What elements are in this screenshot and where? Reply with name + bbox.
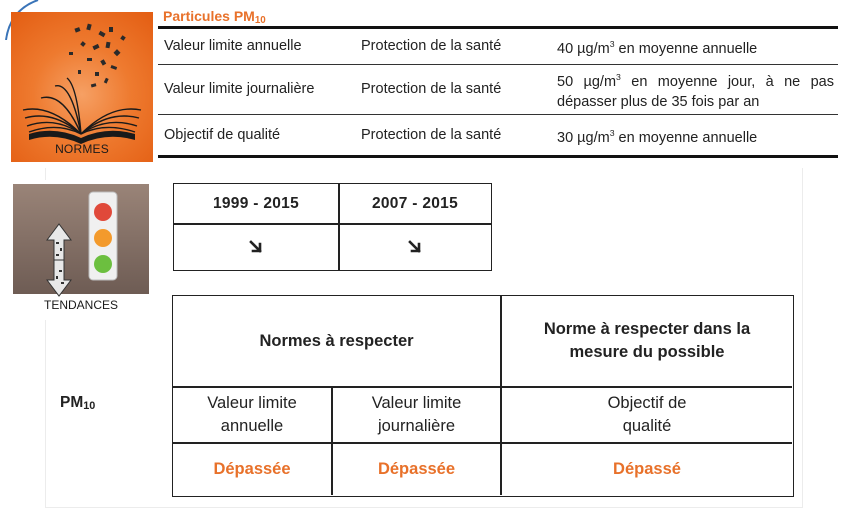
- trend-decrease-icon: [340, 225, 490, 269]
- trend-period-1: 1999 - 2015: [212, 194, 300, 212]
- norm-type: Valeur limite journalière: [164, 81, 315, 97]
- norms-row-divider: [158, 114, 838, 115]
- status-annual-limit: Dépassée: [213, 460, 291, 478]
- norm-purpose: Protection de la santé: [361, 38, 502, 54]
- norm-value: 50 $\mu g/m^3$ en moyenne jour, à ne pas dépasser plus de 35 fois par an: [557, 71, 834, 110]
- trend-table: [173, 183, 492, 271]
- pollutant-label: $PM_{10}$: [60, 394, 96, 412]
- norm-row-quality: [158, 116, 838, 154]
- column-daily-limit: Valeur limite journalière: [371, 394, 462, 435]
- status-quality-objective: Dépassé: [613, 460, 681, 478]
- status-daily-limit: Dépassée: [377, 460, 456, 478]
- column-annual-limit: Valeur limite annuelle: [207, 394, 297, 435]
- norm-row-daily: [158, 65, 838, 113]
- trend-decrease-icon: [174, 225, 338, 269]
- norm-type: Valeur limite annuelle: [164, 38, 302, 54]
- norm-purpose: Protection de la santé: [361, 81, 502, 97]
- open-book-icon: [11, 12, 153, 162]
- norms-table-bottom-rule: [158, 155, 838, 158]
- tendances-label: TENDANCES: [43, 298, 118, 312]
- compliance-table: [172, 295, 794, 497]
- pm10-title: Particules $PM_{10}$: [163, 8, 266, 26]
- group-possible-header: Norme à respecter dans la mesure du possible: [543, 320, 751, 361]
- norm-row-annual: [158, 29, 838, 63]
- column-quality-objective: Objectif de qualité: [607, 394, 687, 435]
- norm-value: 40 $\mu g/m^3$ en moyenne annuelle: [557, 38, 758, 57]
- normes-illustration: [11, 12, 153, 162]
- norm-purpose: Protection de la santé: [361, 127, 502, 143]
- group-mandatory-header: Normes à respecter: [259, 331, 414, 350]
- normes-label: NORMES: [55, 142, 109, 156]
- norm-type: Objectif de qualité: [164, 127, 281, 143]
- trend-period-2: 2007 - 2015: [371, 194, 459, 212]
- norm-value: 30 $\mu g/m^3$ en moyenne annuelle: [557, 127, 758, 146]
